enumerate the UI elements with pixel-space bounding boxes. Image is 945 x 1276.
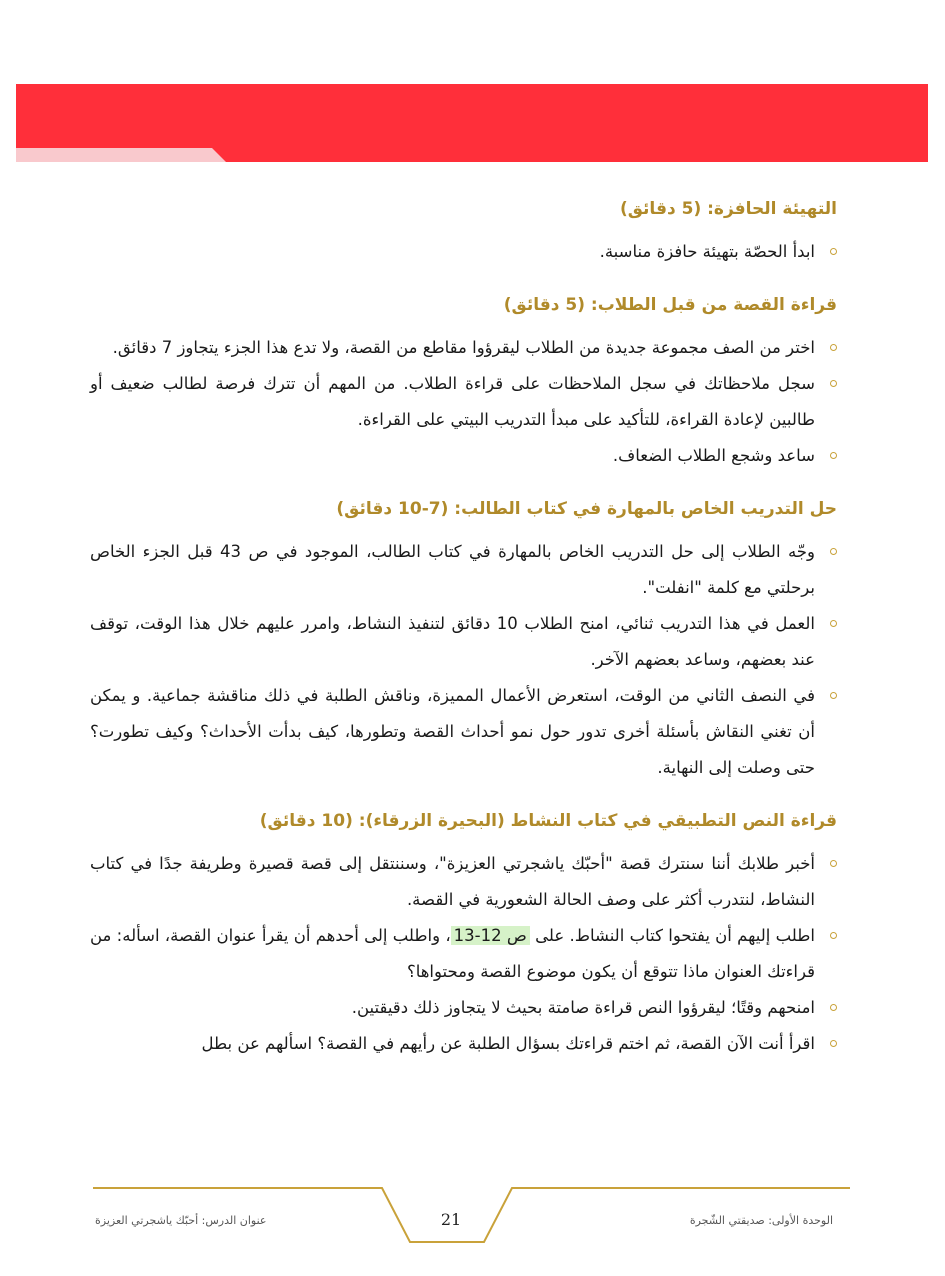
list-item [90, 438, 837, 474]
item-text: في النصف الثاني من الوقت، استعرض الأعمال المميزة، وناقش الطلبة في ذلك مناقشة جماعية. و يمكن أن تغني النقاش بأسئلة أخرى تدور حول نمو أحداث القصة وتطورها، كيف بدأت الأحداث؟ وكيف تطورت؟ حتى وصلت إلى النهاية. [90, 686, 815, 777]
bullet-icon [830, 620, 837, 627]
footer-unit-title: الوحدة الأولى: صديقتي الشّجرة [689, 1214, 833, 1227]
banner-shape [16, 84, 928, 162]
lesson-content [90, 196, 837, 1084]
header-banner [16, 84, 928, 162]
item-text-after: ، واطلب إلى أحدهم أن يقرأ عنوان القصة، اسأله: من قراءتك العنوان ماذا تتوقع أن يكون موضوع القصة ومحتواها؟ [90, 926, 815, 981]
section-skill-exercise [90, 496, 837, 786]
item-text-before: اطلب إليهم أن يفتحوا كتاب النشاط. على [529, 926, 815, 945]
section-reading [90, 292, 837, 474]
footer-lesson-title: عنوان الدرس: أحبّك ياشجرتي العزيزة [95, 1214, 267, 1227]
item-text: وجّه الطلاب إلى حل التدريب الخاص بالمهارة في كتاب الطالب، الموجود في ص 43 قبل الجزء الخاص برحلتي مع كلمة "انفلت". [90, 542, 815, 597]
bullet-icon [830, 548, 837, 555]
section-applied-text [90, 808, 837, 1062]
section-heading: التهيئة الحافزة: (5 دقائق) [619, 199, 837, 219]
item-text: ساعد وشجع الطلاب الضعاف. [612, 446, 815, 465]
bullet-icon [830, 380, 837, 387]
section-warmup [90, 196, 837, 270]
list-item [90, 990, 837, 1026]
item-text: اقرأ أنت الآن القصة، ثم اختم قراءتك بسؤال الطلبة عن رأيهم في القصة؟ اسألهم عن بطل [201, 1034, 815, 1053]
page-number: 21 [440, 1210, 462, 1229]
bullet-icon [830, 248, 837, 255]
bullet-icon [830, 932, 837, 939]
page-footer [0, 1180, 945, 1250]
list-item [90, 678, 837, 786]
list-item [90, 846, 837, 918]
list-item [90, 1026, 837, 1062]
item-text: ابدأ الحصّة بتهيئة حافزة مناسبة. [599, 242, 815, 261]
bullet-icon [830, 452, 837, 459]
bullet-icon [830, 1004, 837, 1011]
list-item [90, 366, 837, 438]
page-highlight: ص 12-13 [451, 926, 530, 945]
item-text: سجل ملاحظاتك في سجل الملاحظات على قراءة الطلاب. من المهم أن تترك فرصة لطالب ضعيف أو طالبين لإعادة القراءة، للتأكيد على مبدأ التدريب البيتي على القراءة. [90, 374, 815, 429]
list-item [90, 234, 837, 270]
bullet-icon [830, 692, 837, 699]
bullet-icon [830, 344, 837, 351]
item-text: امنحهم وقتًا؛ ليقرؤوا النص قراءة صامتة بحيث لا يتجاوز ذلك دقيقتين. [351, 998, 815, 1017]
bullet-icon [830, 1040, 837, 1047]
item-text: العمل في هذا التدريب ثنائي، امنح الطلاب 10 دقائق لتنفيذ النشاط، وامرر عليهم خلال هذا الوقت، توقف عند بعضهم، وساعد بعضهم الآخر. [90, 614, 815, 669]
list-item [90, 606, 837, 678]
bullet-icon [830, 860, 837, 867]
list-item [90, 534, 837, 606]
section-heading: حل التدريب الخاص بالمهارة في كتاب الطالب: (7-10 دقائق) [336, 499, 837, 519]
section-heading: قراءة النص التطبيقي في كتاب النشاط (البحيرة الزرقاء): (10 دقائق) [259, 811, 837, 831]
item-text: اختر من الصف مجموعة جديدة من الطلاب ليقرؤوا مقاطع من القصة، ولا تدع هذا الجزء يتجاوز 7 دقائق. [112, 338, 815, 357]
item-text: أخبر طلابك أننا سنترك قصة "أحبّك ياشجرتي العزيزة"، وسننتقل إلى قصة قصيرة وطريفة جدًا في كتاب النشاط، لنتدرب أكثر على وصف الحالة الشعورية في القصة. [90, 854, 815, 909]
section-heading: قراءة القصة من قبل الطلاب: (5 دقائق) [503, 295, 837, 315]
list-item [90, 330, 837, 366]
list-item [90, 918, 837, 990]
